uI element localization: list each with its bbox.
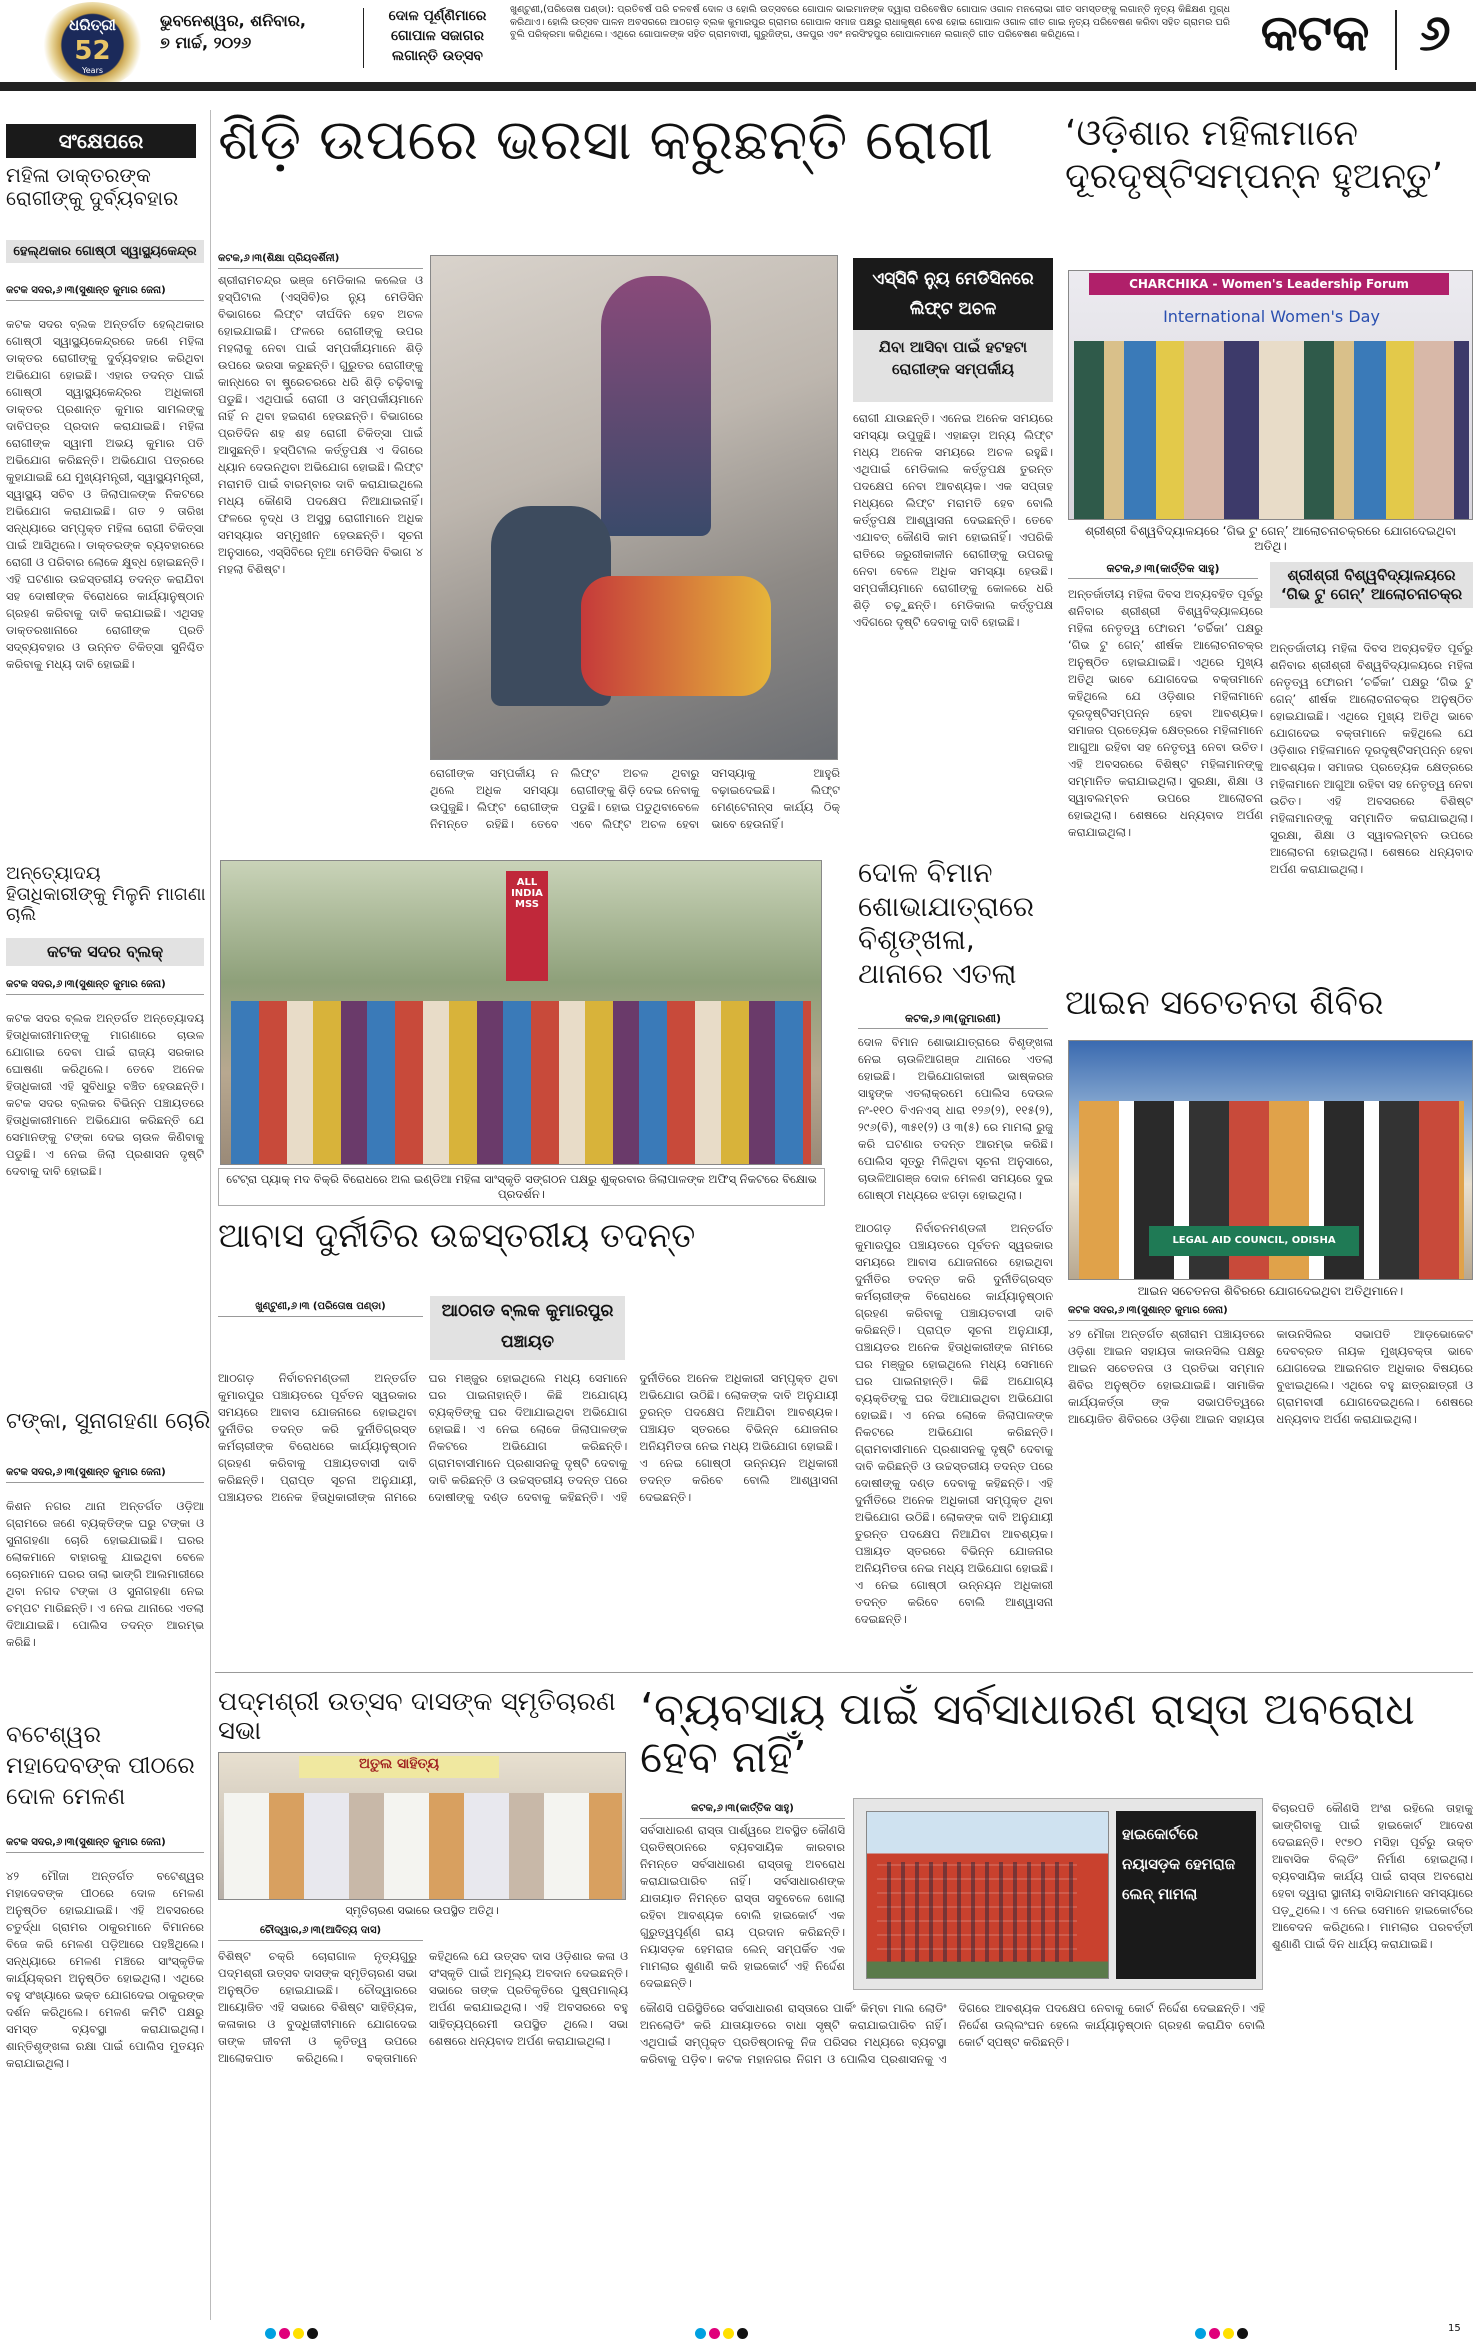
padmashri-caption: ସ୍ମୃତିଚାରଣ ସଭାରେ ଉପସ୍ଥିତ ଅତିଥି। — [345, 1904, 499, 1917]
logo-years-label: Years — [81, 66, 104, 75]
highcourt-box — [853, 1798, 1263, 1990]
photo-people — [224, 1793, 622, 1900]
road-byline: କଟକ,୬।୩(କାର୍ତ୍ତିକ ସାହୁ) — [640, 1802, 845, 1819]
lead-body-3: ରୋଗୀ ଯାଉଛନ୍ତି। ଏନେଇ ଅନେକ ସମୟରେ ସମସ୍ୟା ଉପୁଜୁଛି। ଏହାଛଡ଼ା ଅନ୍ୟ ଲିଫ୍ଟ ମଧ୍ୟ ଅନେକ ସମୟରେ ଅଚଳ ରହୁଛି। ଏଥିପାଇଁ ମେଡିକାଲ କର୍ତ୍ତୃପକ୍ଷ ତୁରନ୍ତ ପଦକ୍ଷେପ ନେବା ଆବଶ୍ୟକ। ଏକ ସପ୍ତାହ ମଧ୍ୟରେ ଲିଫ୍ଟ ମରାମତି ହେବ ବୋଲି କର୍ତ୍ତୃପକ୍ଷ ଆଶ୍ୱାସନା ଦେଇଛନ୍ତି। ତେବେ ଏଯାବତ୍ କୌଣସି କାମ ହୋଇନାହିଁ। ଏପରିକି ରାତିରେ ଜରୁରୀକାଳୀନ ରୋଗୀଙ୍କୁ ଉପରକୁ ନେବା ବେଳେ ଅଧିକ ସମସ୍ୟା ହେଉଛି। ସମ୍ପର୍କୀୟମାନେ ରୋଗୀଙ୍କୁ କୋଳରେ ଧରି ଶିଡ଼ି ଚଢ଼ୁଛନ୍ତି। ମେଡିକାଲ କର୍ତ୍ତୃପକ୍ଷ ଏଦିଗରେ ଦୃଷ୍ଟି ଦେବାକୁ ଦାବି ହୋଇଛି। — [853, 411, 1053, 629]
s1-byline: କଟକ ସଦର,୬।୩(ସୁଶାନ୍ତ କୁମାର ଜେନା) — [6, 284, 204, 301]
section-name: କଟକ — [1260, 4, 1370, 62]
road-body-1: ସର୍ବସାଧାରଣ ରାସ୍ତା ପାର୍ଶ୍ୱରେ ଅବସ୍ଥିତ କୌଣସି ପ୍ରତିଷ୍ଠାନରେ ବ୍ୟବସାୟିକ କାରବାର ନିମନ୍ତେ ସର୍ବସାଧାରଣ ରାସ୍ତାକୁ ଅବରୋଧ କରାଯାଇପାରିବ ନାହିଁ। ସର୍ବସାଧାରଣଙ୍କ ଯାତାୟାତ ନିମନ୍ତେ ରାସ୍ତା ସବୁବେଳେ ଖୋଲା ରହିବା ଆବଶ୍ୟକ ବୋଲି ହାଇକୋର୍ଟ ଏକ ଗୁରୁତ୍ୱପୂର୍ଣ୍ଣ ରାୟ ପ୍ରଦାନ କରିଛନ୍ତି। ନୟାସଡ଼କ ହେମରାଜ ଲେନ୍ ସମ୍ପର୍କିତ ଏକ ମାମଲାର ଶୁଣାଣି କରି ହାଇକୋର୍ଟ ଏହି ନିର୍ଦ୍ଦେଶ ଦେଇଛନ୍ତି। — [640, 1823, 845, 1990]
women-kicker: ଶ୍ରୀଶ୍ରୀ ବିଶ୍ୱବିଦ୍ୟାଳୟରେ ‘ଗିଭ ଟୁ ଗେନ୍’ ଆଲୋଚନାଚକ୍ର — [1270, 562, 1473, 608]
women-headline[interactable]: ‘ଓଡ଼ିଶାର ମହିଳାମାନେ ଦୂରଦୃଷ୍ଟିସମ୍ପନ୍ନ ହୁଅନ୍ତୁ’ — [1065, 113, 1444, 198]
s4-byline: କଟକ ସଦର,୬।୩(ସୁଶାନ୍ତ କୁମାର ଜେନା) — [6, 1836, 204, 1853]
women-body: ଅନ୍ତର୍ଜାତୀୟ ମହିଳା ଦିବସ ଅବ୍ୟବହିତ ପୂର୍ବରୁ ଶନିବାର ଶ୍ରୀଶ୍ରୀ ବିଶ୍ୱବିଦ୍ୟାଳୟରେ ମହିଳା ନେତୃତ୍ୱ ଫୋରମ ‘ଚର୍ଚ୍ଚିକା’ ପକ୍ଷରୁ ‘ଗିଭ ଟୁ ଗେନ୍’ ଶୀର୍ଷକ ଆଲୋଚନାଚକ୍ର ଅନୁଷ୍ଠିତ ହୋଇଯାଇଛି। ଏଥିରେ ମୁଖ୍ୟ ଅତିଥି ଭାବେ ଯୋଗଦେଇ ବକ୍ତାମାନେ କହିଥିଲେ ଯେ ଓଡ଼ିଶାର ମହିଳାମାନେ ଦୂରଦୃଷ୍ଟିସମ୍ପନ୍ନ ହେବା ଆବଶ୍ୟକ। ସମାଜର ପ୍ରତ୍ୟେକ କ୍ଷେତ୍ରରେ ମହିଳାମାନେ ଆଗୁଆ ରହିବା ସହ ନେତୃତ୍ୱ ନେବା ଉଚିତ। ଏହି ଅବସରରେ ବିଶିଷ୍ଟ ମହିଳାମାନଙ୍କୁ ସମ୍ମାନିତ କରାଯାଇଥିଲା। ସୁରକ୍ଷା, ଶିକ୍ଷା ଓ ସ୍ୱାବଲମ୍ବନ ଉପରେ ଆଲୋଚନା ହୋଇଥିଲା। ଶେଷରେ ଧନ୍ୟବାଦ ଅର୍ପଣ କରାଯାଇଥିଲା। — [1068, 587, 1263, 839]
padmashri-byline: ଚୌଦ୍ୱାର,୬।୩(ଆଦିତ୍ୟ ଦାସ) — [218, 1924, 423, 1941]
abas-body: ଆଠଗଡ଼ ନିର୍ବାଚନମଣ୍ଡଳୀ ଅନ୍ତର୍ଗତ କୁମାରପୁର ପଞ୍ଚାୟତରେ ପୂର୍ବତନ ସ୍ୱରକାର ସମୟରେ ଆବାସ ଯୋଜନାରେ ହୋଇଥିବା ଦୁର୍ନୀତିର ତଦନ୍ତ କରି ଦୁର୍ନୀତିଗ୍ରସ୍ତ କର୍ମଚାରୀଙ୍କ ବିରୋଧରେ କାର୍ଯ୍ୟାନୁଷ୍ଠାନ ଗ୍ରହଣ କରିବାକୁ ପଞ୍ଚାୟତବାସୀ ଦାବି କରିଛନ୍ତି। ପ୍ରାପ୍ତ ସୂଚନା ଅନୁଯାୟୀ, ପଞ୍ଚାୟତର ଅନେକ ହିତାଧିକାରୀଙ୍କ ନାମରେ ଘର ମଞ୍ଜୁର ହୋଇଥିଲେ ମଧ୍ୟ ସେମାନେ ଘର ପାଇନାହାନ୍ତି। କିଛି ଅଯୋଗ୍ୟ ବ୍ୟକ୍ତିଙ୍କୁ ଘର ଦିଆଯାଇଥିବା ଅଭିଯୋଗ ହୋଇଛି। ଏ ନେଇ ଲୋକେ ଜିଲାପାଳଙ୍କ ନିକଟରେ ଅଭିଯୋଗ କରିଛନ୍ତି। ଗ୍ରାମବାସୀମାନେ ପ୍ରଶାସନକୁ ଦୃଷ୍ଟି ଦେବାକୁ ଦାବି କରିଛନ୍ତି ଓ ଉଚ୍ଚସ୍ତରୀୟ ତଦନ୍ତ ପରେ ଦୋଷୀଙ୍କୁ ଦଣ୍ଡ ଦେବାକୁ କହିଛନ୍ତି। ଏହି ଦୁର୍ନୀତିରେ ଅନେକ ଅଧିକାରୀ ସମ୍ପୃକ୍ତ ଥିବା ଅଭିଯୋଗ ଉଠିଛି। ଲୋକଙ୍କ ଦାବି ଅନୁଯାୟୀ ତୁରନ୍ତ ପଦକ୍ଷେପ ନିଆଯିବା ଆବଶ୍ୟକ। ପଞ୍ଚାୟତ ସ୍ତରରେ ବିଭିନ୍ନ ଯୋଜନାର ଅନିୟମିତତା ନେଇ ମଧ୍ୟ ଅଭିଯୋଗ ହୋଇଛି। ଏ ନେଇ ଗୋଷ୍ଠୀ ଉନ୍ନୟନ ଅଧିକାରୀ ତଦନ୍ତ କରିବେ ବୋଲି ଆଶ୍ୱାସନା ଦେଇଛନ୍ତି। — [218, 1371, 838, 1504]
lead-byline: କଟକ,୬।୩(ଶିକ୍ଷା ପ୍ରିୟଦର୍ଶିନୀ) — [218, 252, 423, 269]
women-byline: କଟକ,୬।୩(କାର୍ତ୍ତିକ ସାହୁ) — [1068, 562, 1258, 579]
mss-banner: ALL INDIA MSS — [506, 871, 548, 981]
page-number: ୬ — [1419, 4, 1451, 62]
photo-people — [1074, 341, 1469, 520]
divider — [363, 8, 364, 68]
lead-kicker-2: ଯିବା ଆସିବା ପାଇଁ ହଟହଟା ରୋଗୀଙ୍କ ସମ୍ପର୍କୀୟ — [853, 330, 1053, 402]
women-photo-banner: CHARCHIKA - Women's Leadership Forum — [1089, 273, 1449, 295]
abas-kicker: ଆଠଗଡ ବ୍ଲକ କୁମାରପୁର ପଞ୍ଚାୟତ — [430, 1296, 625, 1360]
teaser-body: ଖୁଣ୍ଟୁଣୀ,(ପରିତୋଷ ପଣ୍ଡା): ପ୍ରତିବର୍ଷ ପରି ଚଳବର୍ଷ ଦୋଳ ଓ ହୋଲି ଉତ୍ସବରେ ଗୋପାଳ ଭାଇମାନଙ୍କ ଦ୍ୱାରା ପରିବେଷିତ ଗୋପାଳ ଓଗାଳ ମନଲୋଭା ଗୀତ ସମସ୍ତଙ୍କୁ ଲଗାନ୍ତି ନୃତ୍ୟ କିଛିକ୍ଷଣ ମୁଗ୍ଧ କରିଥାଏ। ହୋଲି ଉତ୍ସବ ପାଳନ ଅବସରରେ ଆଠଗଡ଼ ବ୍ଲକ କୁମାରପୁର ଗ୍ରାମର ଗୋପାଳ ସମାଜ ପକ୍ଷରୁ ରାଧାକୃଷ୍ଣ ବେଶ ହୋଇ ଗୋପାଳ ଓଗାଳ ଗୀତ ଗାଇ ନୃତ୍ୟ ପରିବେଷଣ କରିବା ସହିତ ଗ୍ରାମର ଘରି ବୁଲି ପରିକ୍ରମା କରିଥିଲେ। ଏଥିରେ ଗୋପାଳଙ୍କ ସହିତ ଗ୍ରାମବାସୀ, ଗୁରୁଜିଙ୍ଗ, ଓଳପୁର ଏବଂ ନରସିଂହପୁର ଗୋପାଳମାନେ ଲଗାନ୍ତି ଗୀତ ପରିବେଷଣ କରିଥିଲେ। — [510, 4, 1230, 40]
road-body-3: ବିଚାରପତି କୌଣସି ଅଂଶ ରହିଲେ ତାହାକୁ ଭାଙ୍ଗିବାକୁ ପାଇଁ ହାଇକୋର୍ଟ ଆଦେଶ ଦେଇଛନ୍ତି। ୧୯୭୦ ମସିହା ପୂର୍ବରୁ ଉକ୍ତ ଆବାସିକ ବିଲ୍ଡିଂ ନିର୍ମାଣ ହୋଇଥିଲା। ବ୍ୟବସାୟିକ କାର୍ଯ୍ୟ ପାଇଁ ରାସ୍ତା ଅବରୋଧ ହେବା ଦ୍ୱାରା ସ୍ଥାନୀୟ ବାସିନ୍ଦାମାନେ ସମସ୍ୟାରେ ପଡ଼ୁଥିଲେ। ଏ ନେଇ ସେମାନେ ହାଇକୋର୍ଟରେ ଆବେଦନ କରିଥିଲେ। ମାମଲାର ପରବର୍ତ୍ତୀ ଶୁଣାଣି ପାଇଁ ଦିନ ଧାର୍ଯ୍ୟ କରାଯାଇଛି। — [1272, 1801, 1473, 1951]
s3-headline[interactable]: ଟଙ୍କା, ସୁନାଗହଣା ଚୋରି — [6, 1409, 211, 1434]
legal-headline[interactable]: ଆଇନ ସଚେତନତା ଶିବିର — [1065, 983, 1384, 1023]
legal-photo — [1068, 1040, 1473, 1280]
highcourt-photo — [866, 1811, 1109, 1979]
legal-caption: ଆଇନ ସଚେତନତା ଶିବିରରେ ଯୋଗଦେଇଥିବା ଅତିଥିମାନେ। — [1137, 1284, 1404, 1298]
column-divider — [210, 110, 211, 2320]
s3-body: କିଶନ ନଗର ଥାନା ଅନ୍ତର୍ଗତ ଓଡ଼ିଆ ଗ୍ରାମରେ ଜଣେ ବ୍ୟକ୍ତିଙ୍କ ଘରୁ ଟଙ୍କା ଓ ସୁନାଗହଣା ଚୋରି ହୋଇଯାଇଛି। ଘରର ଲୋକମାନେ ବାହାରକୁ ଯାଇଥିବା ବେଳେ ଚୋରମାନେ ଘରର ତାଲା ଭାଙ୍ଗି ଆଲମାରୀରେ ଥିବା ନଗଦ ଟଙ୍କା ଓ ସୁନାଗହଣା ନେଇ ଚମ୍ପଟ ମାରିଛନ୍ତି। ଏ ନେଇ ଥାନାରେ ଏତଲା ଦିଆଯାଇଛି। ପୋଲିସ ତଦନ୍ତ ଆରମ୍ଭ କରିଛି। — [6, 1499, 204, 1649]
logo-years: 52 — [74, 36, 111, 66]
padmashri-headline[interactable]: ପଦ୍ମଶ୍ରୀ ଉତ୍ସବ ଦାସଙ୍କ ସ୍ମୃତିଚାରଣ ସଭା — [218, 1687, 616, 1746]
masthead — [0, 0, 1476, 92]
registration-marks — [1195, 2324, 1251, 2343]
legal-byline: କଟକ ସଦର,୬।୩(ସୁଶାନ୍ତ କୁମାର ଜେନା) — [1068, 1304, 1473, 1321]
mss-caption: ଟେଟ୍ରା ପ୍ୟାକ୍ ମଦ ବିକ୍ରି ବିରୋଧରେ ଅଲ ଇଣ୍ଡିଆ ମହିଳା ସାଂସ୍କୃତି ସଙ୍ଗଠନ ପକ୍ଷରୁ ଶୁକ୍ରବାର ଜିଲାପାଳଙ୍କ ଅଫିସ୍ ନିକଟରେ ବିକ୍ଷୋଭ ପ୍ରଦର୍ଶନ। — [218, 1168, 825, 1206]
s1-kicker: ହେଲ୍‌ଥକାର ଗୋଷ୍ଠୀ ସ୍ୱାସ୍ଥ୍ୟକେନ୍ଦ୍ର — [6, 240, 204, 263]
women-photo-backdrop: International Women's Day — [1163, 307, 1380, 326]
s2-byline: କଟକ ସଦର,୬।୩(ସୁଶାନ୍ତ କୁମାର ଜେନା) — [6, 978, 204, 995]
abas-headline[interactable]: ଆବାସ ଦୁର୍ନୀତିର ଉଚ୍ଚସ୍ତରୀୟ ତଦନ୍ତ — [218, 1216, 696, 1256]
building-windows — [877, 1862, 1077, 1962]
lead-headline[interactable]: ଶିଡ଼ି ଉପରେ ଭରସା କରୁଛନ୍ତି ରୋଗୀ — [218, 108, 993, 173]
s2-kicker: କଟକ ସଦର ବ୍ଲକ୍ — [6, 938, 204, 966]
legal-body: ୪୨ ମୌଜା ଅନ୍ତର୍ଗତ ଶ୍ରୀରାମ ପଞ୍ଚାୟତରେ ଓଡ଼ିଶା ଆଇନ ସହାୟତା କାଉନସିଲ ପକ୍ଷରୁ ଆଇନ ସଚେତନତା ଓ ପ୍ରତିଭା ସମ୍ମାନ ଶିବିର ଅନୁଷ୍ଠିତ ହୋଇଯାଇଛି। ସାମାଜିକ କାର୍ଯ୍ୟକର୍ତ୍ତା ଙ୍କ ସଭାପତିତ୍ୱରେ ଆୟୋଜିତ ଶିବିରରେ ଓଡ଼ିଶା ଆଇନ ସହାୟତା କାଉନସିଲର ସଭାପତି ଆଡ଼ଭୋକେଟ ଦେବବ୍ରତ ନାୟକ ମୁଖ୍ୟବକ୍ତା ଭାବେ ଯୋଗଦେଇ ଆଇନଗତ ଅଧିକାର ବିଷୟରେ ବୁଝାଇଥିଲେ। ଏଥିରେ ବହୁ ଛାତ୍ରଛାତ୍ରୀ ଓ ଗ୍ରାମବାସୀ ଯୋଗଦେଇଥିଲେ। ଶେଷରେ ଧନ୍ୟବାଦ ଅର୍ପଣ କରାଯାଇଥିଲା। — [1068, 1327, 1473, 1426]
masthead-rule — [0, 82, 1476, 91]
s4-body: ୪୨ ମୌଜା ଅନ୍ତର୍ଗତ ବଟେଶ୍ୱର ମହାଦେବଙ୍କ ପୀଠରେ ଦୋଳ ମେଳଣ ଅନୁଷ୍ଠିତ ହୋଇଯାଇଛି। ଏହି ଅବସରରେ ଚତୁର୍ଦ୍ଧା ଗ୍ରାମର ଠାକୁରମାନେ ବିମାନରେ ବିଜେ କରି ମେଳଣ ପଡ଼ିଆରେ ପହଞ୍ଚିଥିଲେ। ସନ୍ଧ୍ୟାରେ ମେଳଣ ମଞ୍ଚରେ ସାଂସ୍କୃତିକ କାର୍ଯ୍ୟକ୍ରମ ଅନୁଷ୍ଠିତ ହୋଇଥିଲା। ଏଥିରେ ବହୁ ସଂଖ୍ୟାରେ ଭକ୍ତ ଯୋଗଦେଇ ଠାକୁରଙ୍କ ଦର୍ଶନ କରିଥିଲେ। ମେଳଣ କମିଟି ପକ୍ଷରୁ ସମସ୍ତ ବ୍ୟବସ୍ଥା କରାଯାଇଥିଲା। ଶାନ୍ତିଶୃଙ୍ଖଳା ରକ୍ଷା ପାଇଁ ପୋଲିସ ମୁତୟନ କରାଯାଇଥିଲା। — [6, 1869, 204, 2070]
lead-body-1: ଶ୍ରୀରାମଚନ୍ଦ୍ର ଭଞ୍ଜ ମେଡିକାଲ କଲେଜ ଓ ହସ୍ପିଟାଲ (ଏସ୍‌ସିବି)ର ନ୍ୟୁ ମେଡିସିନ ବିଭାଗରେ ଲିଫ୍ଟ ଦୀର୍ଘଦିନ ହେବ ଅଚଳ ହୋଇଯାଇଛି। ଫଳରେ ରୋଗୀଙ୍କୁ ଉପର ମହଲାକୁ ନେବା ପାଇଁ ସମ୍ପର୍କୀୟମାନେ ଶିଡ଼ି ଉପରେ ଭରସା କରୁଛନ୍ତି। ଗୁରୁତର ରୋଗୀଙ୍କୁ କାନ୍ଧରେ ବା ଷ୍ଟ୍ରେଚରରେ ଧରି ଶିଡ଼ି ଚଢ଼ିବାକୁ ପଡୁଛି। ଏଥିପାଇଁ ରୋଗୀ ଓ ସମ୍ପର୍କୀୟମାନେ ନାହିଁ ନ ଥିବା ହଇରାଣ ହେଉଛନ୍ତି। ବିଭାଗରେ ପ୍ରତିଦିନ ଶହ ଶହ ରୋଗୀ ଚିକିତ୍ସା ପାଇଁ ଆସୁଛନ୍ତି। ହସ୍ପିଟାଲ କର୍ତ୍ତୃପକ୍ଷ ଏ ଦିଗରେ ଧ୍ୟାନ ଦେଉନଥିବା ଅଭିଯୋଗ ହୋଇଛି। ଲିଫ୍ଟ ମରାମତି ପାଇଁ ବାରମ୍ବାର ଦାବି କରାଯାଇଥିଲେ ମଧ୍ୟ କୌଣସି ପଦକ୍ଷେପ ନିଆଯାଇନାହିଁ। ଫଳରେ ବୃଦ୍ଧ ଓ ଅସୁସ୍ଥ ରୋଗୀମାନେ ଅଧିକ ସମସ୍ୟାର ସମ୍ମୁଖୀନ ହେଉଛନ୍ତି। ସୂଚନା ଅନୁସାରେ, ଏସ୍‌ସିବିରେ ନୂଆ ମେଡିସିନ ବିଭାଗ ୪ ମହଲା ବିଶିଷ୍ଟ। — [218, 273, 423, 576]
s4-headline[interactable]: ବଟେଶ୍ୱର ମହାଦେବଙ୍କ ପୀଠରେ ଦୋଳ ମେଳଣ — [6, 1722, 195, 1811]
photo-figure — [601, 276, 711, 536]
section-rule — [215, 1672, 1473, 1673]
photo-people — [231, 1001, 811, 1165]
s3-byline: କଟକ ସଦର,୬।୩(ସୁଶାନ୍ତ କୁମାର ଜେନା) — [6, 1466, 204, 1483]
photo-figure — [581, 576, 771, 696]
logo-text: ଧରିତ୍ରୀ — [69, 16, 116, 34]
registration-marks — [695, 2324, 751, 2343]
dol-headline[interactable]: ଦୋଳ ବିମାନ ଶୋଭାଯାତ୍ରାରେ ବିଶୃଙ୍ଖଳା, ଥାନାରେ ଏତଲା — [858, 856, 1035, 990]
lead-body-2: ରୋଗୀଙ୍କ ସମ୍ପର୍କୀୟ ନ ଥିଲେ ଅଧିକ ସମସ୍ୟା ଉପୁଜୁଛି। ଲିଫ୍ଟ ରୋଗୀଙ୍କ ନିମନ୍ତେ ରହିଛି। ତେବେ ଲିଫ୍ଟ ଅଚଳ ଥିବାରୁ ରୋଗୀଙ୍କୁ ଶିଡ଼ି ଦେଇ ନେବାକୁ ପଡୁଛି। ହୋଇ ପଡୁଥିବାବେଳେ ଏବେ ଲିଫ୍ଟ ଅଚଳ ହେବା ସମସ୍ୟାକୁ ଆହୁରି ବଢ଼ାଇଦେଇଛି। ଲିଫ୍ଟ ମେଣ୍ଟେନାନ୍ସ କାର୍ଯ୍ୟ ଠିକ୍ ଭାବେ ହେଉନାହିଁ। — [430, 766, 840, 831]
s2-headline[interactable]: ଅନ୍ତ୍ୟୋଦୟ ହିତାଧିକାରୀଙ୍କୁ ମିଳୁନି ମାଗଣା ଚାଲି — [6, 863, 206, 926]
abas-byline: ଖୁଣ୍ଟୁଣୀ,୬।୩ (ପରିତୋଷ ପଣ୍ଡା) — [218, 1300, 423, 1317]
registration-marks — [265, 2324, 321, 2343]
women-body-cont: ଅନ୍ତର୍ଜାତୀୟ ମହିଳା ଦିବସ ଅବ୍ୟବହିତ ପୂର୍ବରୁ ଶନିବାର ଶ୍ରୀଶ୍ରୀ ବିଶ୍ୱବିଦ୍ୟାଳୟରେ ମହିଳା ନେତୃତ୍ୱ ଫୋରମ ‘ଚର୍ଚ୍ଚିକା’ ପକ୍ଷରୁ ‘ଗିଭ ଟୁ ଗେନ୍’ ଶୀର୍ଷକ ଆଲୋଚନାଚକ୍ର ଅନୁଷ୍ଠିତ ହୋଇଯାଇଛି। ଏଥିରେ ମୁଖ୍ୟ ଅତିଥି ଭାବେ ଯୋଗଦେଇ ବକ୍ତାମାନେ କହିଥିଲେ ଯେ ଓଡ଼ିଶାର ମହିଳାମାନେ ଦୂରଦୃଷ୍ଟିସମ୍ପନ୍ନ ହେବା ଆବଶ୍ୟକ। ସମାଜର ପ୍ରତ୍ୟେକ କ୍ଷେତ୍ରରେ ମହିଳାମାନେ ଆଗୁଆ ରହିବା ସହ ନେତୃତ୍ୱ ନେବା ଉଚିତ। ଏହି ଅବସରରେ ବିଶିଷ୍ଟ ମହିଳାମାନଙ୍କୁ ସମ୍ମାନିତ କରାଯାଇଥିଲା। ସୁରକ୍ଷା, ଶିକ୍ଷା ଓ ସ୍ୱାବଲମ୍ବନ ଉପରେ ଆଲୋଚନା ହୋଇଥିଲା। ଶେଷରେ ଧନ୍ୟବାଦ ଅର୍ପଣ କରାଯାଇଥିଲା। — [1270, 641, 1473, 876]
footer — [0, 2322, 1476, 2339]
legal-photo-banner: LEGAL AID COUNCIL, ODISHA — [1149, 1226, 1359, 1256]
lead-kicker-1: ଏସ୍‌ସିବି ନ୍ୟୁ ମେଡିସିନରେ ଲିଫ୍ଟ ଅଚଳ — [853, 258, 1053, 330]
dateline-place: ଭୁବନେଶ୍ୱର, ଶନିବାର, — [160, 11, 306, 30]
padmashri-photo-banner: ଅତୁଲ ସାହିତ୍ୟ — [299, 1756, 499, 1778]
women-caption: ଶ୍ରୀଶ୍ରୀ ବିଶ୍ୱବିଦ୍ୟାଳୟରେ ‘ଗିଭ ଟୁ ଗେନ୍’ ଆଲୋଚନାଚକ୍ରରେ ଯୋଗଦେଇଥିବା ଅତିଥି। — [1084, 524, 1457, 553]
padmashri-photo — [218, 1752, 626, 1900]
mss-protest-photo — [220, 860, 822, 1165]
page-marker: 15 — [1448, 2323, 1461, 2334]
padmashri-body: ବିଶିଷ୍ଟ ଚକ୍ରି ଚୋରାଗାଳ ନୃତ୍ୟଗୁରୁ ପଦ୍ମଶ୍ରୀ ଉତ୍ସବ ଦାସଙ୍କ ସ୍ମୃତିଚାରଣ ସଭା ଅନୁଷ୍ଠିତ ହୋଇଯାଇଛି। ଚୌଦ୍ୱାରରେ ଆୟୋଜିତ ଏହି ସଭାରେ ବିଶିଷ୍ଟ ସାହିତ୍ୟିକ, କଳାକାର ଓ ବୁଦ୍ଧିଜୀବୀମାନେ ଯୋଗଦେଇ ତାଙ୍କ ଜୀବନୀ ଓ କୃତିତ୍ୱ ଉପରେ ଆଲୋକପାତ କରିଥିଲେ। ବକ୍ତାମାନେ କହିଥିଲେ ଯେ ଉତ୍ସବ ଦାସ ଓଡ଼ିଶାର କଳା ଓ ସଂସ୍କୃତି ପାଇଁ ଅମୂଲ୍ୟ ଅବଦାନ ଦେଇଛନ୍ତି। ସଭାରେ ତାଙ୍କ ପ୍ରତିକୃତିରେ ପୁଷ୍ପମାଲ୍ୟ ଅର୍ପଣ କରାଯାଇଥିଲା। ଏହି ଅବସରରେ ବହୁ ସାହିତ୍ୟପ୍ରେମୀ ଉପସ୍ଥିତ ଥିଲେ। ସଭା ଶେଷରେ ଧନ୍ୟବାଦ ଅର୍ପଣ କରାଯାଇଥିଲା। — [218, 1949, 628, 2065]
road-headline[interactable]: ‘ବ୍ୟବସାୟ ପାଇଁ ସର୍ବସାଧାରଣ ରାସ୍ତା ଅବରୋଧ ହେବ ନାହିଁ’ — [640, 1684, 1415, 1784]
teaser-headline: ଦୋଳ ପୂର୍ଣ୍ଣିମାରେ ଗୋପାଳ ସଜାଗର ଲଗାନ୍ତି ଉତ୍ସବ — [388, 8, 487, 64]
s1-body: କଟକ ସଦର ବ୍ଲକ ଅନ୍ତର୍ଗତ ହେଲ୍‌ଥକାର ଗୋଷ୍ଠୀ ସ୍ୱାସ୍ଥ୍ୟକେନ୍ଦ୍ରରେ ଜଣେ ମହିଳା ଡାକ୍ତର ରୋଗୀଙ୍କୁ ଦୁର୍ବ୍ୟବହାର କରିଥିବା ଅଭିଯୋଗ ହୋଇଛି। ଏହାର ତଦନ୍ତ ପାଇଁ ଗୋଷ୍ଠୀ ସ୍ୱାସ୍ଥ୍ୟକେନ୍ଦ୍ରର ଅଧିକାରୀ ଡାକ୍ତର ପ୍ରଶାନ୍ତ କୁମାର ସାମଲଙ୍କୁ ଦାବିପତ୍ର ପ୍ରଦାନ କରାଯାଇଛି। ମହିଳା ରୋଗୀଙ୍କ ସ୍ୱାମୀ ଅଭୟ କୁମାର ପତି ଅଭିଯୋଗ କରିଛନ୍ତି। ଅଭିଯୋଗ ପତ୍ରରେ କୁହାଯାଇଛି ଯେ ମୁଖ୍ୟମନ୍ତ୍ରୀ, ସ୍ୱାସ୍ଥ୍ୟମନ୍ତ୍ରୀ, ସ୍ୱାସ୍ଥ୍ୟ ସଚିବ ଓ ଜିଲାପାଳଙ୍କ ନିକଟରେ ଅଭିଯୋଗ କରାଯାଇଛି। ଗତ ୨ ତାରିଖ ସନ୍ଧ୍ୟାରେ ସମ୍ପୃକ୍ତ ମହିଳା ରୋଗୀ ଚିକିତ୍ସା ପାଇଁ ଆସିଥିଲେ। ଡାକ୍ତରଙ୍କ ବ୍ୟବହାରରେ ରୋଗୀ ଓ ପରିବାର ଲୋକେ କ୍ଷୁବ୍ଧ ହୋଇଛନ୍ତି। ଏହି ଘଟଣାର ଉଚ୍ଚସ୍ତରୀୟ ତଦନ୍ତ କରାଯିବା ସହ ଦୋଷୀଙ୍କ ବିରୋଧରେ କାର୍ଯ୍ୟାନୁଷ୍ଠାନ ଗ୍ରହଣ କରିବାକୁ ଦାବି କରାଯାଇଛି। ଏଥିସହ ଡାକ୍ତରଖାନାରେ ରୋଗୀଙ୍କ ପ୍ରତି ସଦ୍‌ବ୍ୟବହାର ଓ ଉନ୍ନତ ଚିକିତ୍ସା ସୁନିଶ୍ଚିତ କରିବାକୁ ମଧ୍ୟ ଦାବି ହୋଇଛି। — [6, 317, 204, 671]
dateline-date: ୭ ମାର୍ଚ୍ଚ, ୨୦୨୬ — [160, 33, 252, 52]
road-kicker: ହାଇକୋର୍ଟରେ ନୟାସଡ଼କ ହେମରାଜ ଲେନ୍ ମାମଲା — [1116, 1811, 1256, 1979]
s1-headline[interactable]: ମହିଳା ଡାକ୍ତରଙ୍କ ରୋଗୀଙ୍କୁ ଦୁର୍ବ୍ୟବହାର — [6, 163, 179, 210]
dol-body: ଦୋଳ ବିମାନ ଶୋଭାଯାତ୍ରାରେ ବିଶୃଙ୍ଖଳା ନେଇ ଚାଉଳିଆଗଞ୍ଜ ଥାନାରେ ଏତଲା ହୋଇଛି। ଅଭିଯୋଗକାରୀ ଭାଷ୍କରଜ ସାହୁଙ୍କ ଏତଲାକ୍ରମେ ପୋଲିସ ଦେଉଳ ନଂ-୧୧୦ ବିଏନଏସ୍ ଧାରା ୧୨୬(୨), ୧୧୫(୨), ୨୯୬(ବି), ୩୫୧(୨) ଓ ୩(୫) ରେ ମାମଲା ରୁଜୁ କରି ଘଟଣାର ତଦନ୍ତ ଆରମ୍ଭ କରିଛି। ପୋଲିସ ସୂତ୍ରୁ ମିଳିଥିବା ସୂଚନା ଅନୁସାରେ, ଚାଉଳିଆଗଞ୍ଜ ଦୋଳ ମେଳଣ ସମୟରେ ଦୁଇ ଗୋଷ୍ଠୀ ମଧ୍ୟରେ ଝଗଡ଼ା ହୋଇଥିଲା। — [858, 1035, 1053, 1202]
dol-byline: କଟକ,୬।୩(ଜୁମାରଣୀ) — [858, 1012, 1048, 1029]
dateline — [160, 10, 360, 54]
lead-photo-stairs — [430, 255, 838, 760]
women-photo — [1068, 270, 1473, 520]
logo — [40, 2, 145, 88]
s2-body: କଟକ ସଦର ବ୍ଲକ ଅନ୍ତର୍ଗତ ଅନ୍ତ୍ୟୋଦୟ ହିତାଧିକାରୀମାନଙ୍କୁ ମାଗଣାରେ ଚାଉଳ ଯୋଗାଇ ଦେବା ପାଇଁ ରାଜ୍ୟ ସରକାର ଘୋଷଣା କରିଥିଲେ। ତେବେ ଅନେକ ହିତାଧିକାରୀ ଏହି ସୁବିଧାରୁ ବଞ୍ଚିତ ହେଉଛନ୍ତି। କଟକ ସଦର ବ୍ଲକର ବିଭିନ୍ନ ପଞ୍ଚାୟତରେ ହିତାଧିକାରୀମାନେ ଅଭିଯୋଗ କରିଛନ୍ତି ଯେ ସେମାନଙ୍କୁ ଟଙ୍କା ଦେଇ ଚାଉଳ କିଣିବାକୁ ପଡୁଛି। ଏ ନେଇ ଜିଲା ପ୍ରଶାସନ ଦୃଷ୍ଟି ଦେବାକୁ ଦାବି ହୋଇଛି। — [6, 1011, 204, 1178]
road-body-2: କୌଣସି ପରିସ୍ଥିତିରେ ସର୍ବସାଧାରଣ ରାସ୍ତାରେ ପାର୍କିଂ କିମ୍ବା ମାଲ ଲୋଡିଂ ଅନଲୋଡିଂ କରି ଯାତାୟାତରେ ବାଧା ସୃଷ୍ଟି କରାଯାଇପାରିବ ନାହିଁ। ଏଥିପାଇଁ ସମ୍ପୃକ୍ତ ପ୍ରତିଷ୍ଠାନକୁ ନିଜ ପରିସର ମଧ୍ୟରେ ବ୍ୟବସ୍ଥା କରିବାକୁ ପଡ଼ିବ। କଟକ ମହାନଗର ନିଗମ ଓ ପୋଲିସ ପ୍ରଶାସନକୁ ଏ ଦିଗରେ ଆବଶ୍ୟକ ପଦକ୍ଷେପ ନେବାକୁ କୋର୍ଟ ନିର୍ଦ୍ଦେଶ ଦେଇଛନ୍ତି। ଏହି ନିର୍ଦ୍ଦେଶ ଉଲ୍ଲଂଘନ ହେଲେ କାର୍ଯ୍ୟାନୁଷ୍ଠାନ ଗ୍ରହଣ କରାଯିବ ବୋଲି କୋର୍ଟ ସ୍ପଷ୍ଟ କରିଛନ୍ତି। — [640, 2001, 1265, 2066]
abas-body-cont: ଆଠଗଡ଼ ନିର୍ବାଚନମଣ୍ଡଳୀ ଅନ୍ତର୍ଗତ କୁମାରପୁର ପଞ୍ଚାୟତରେ ପୂର୍ବତନ ସ୍ୱରକାର ସମୟରେ ଆବାସ ଯୋଜନାରେ ହୋଇଥିବା ଦୁର୍ନୀତିର ତଦନ୍ତ କରି ଦୁର୍ନୀତିଗ୍ରସ୍ତ କର୍ମଚାରୀଙ୍କ ବିରୋଧରେ କାର୍ଯ୍ୟାନୁଷ୍ଠାନ ଗ୍ରହଣ କରିବାକୁ ପଞ୍ଚାୟତବାସୀ ଦାବି କରିଛନ୍ତି। ପ୍ରାପ୍ତ ସୂଚନା ଅନୁଯାୟୀ, ପଞ୍ଚାୟତର ଅନେକ ହିତାଧିକାରୀଙ୍କ ନାମରେ ଘର ମଞ୍ଜୁର ହୋଇଥିଲେ ମଧ୍ୟ ସେମାନେ ଘର ପାଇନାହାନ୍ତି। କିଛି ଅଯୋଗ୍ୟ ବ୍ୟକ୍ତିଙ୍କୁ ଘର ଦିଆଯାଇଥିବା ଅଭିଯୋଗ ହୋଇଛି। ଏ ନେଇ ଲୋକେ ଜିଲାପାଳଙ୍କ ନିକଟରେ ଅଭିଯୋଗ କରିଛନ୍ତି। ଗ୍ରାମବାସୀମାନେ ପ୍ରଶାସନକୁ ଦୃଷ୍ଟି ଦେବାକୁ ଦାବି କରିଛନ୍ତି ଓ ଉଚ୍ଚସ୍ତରୀୟ ତଦନ୍ତ ପରେ ଦୋଷୀଙ୍କୁ ଦଣ୍ଡ ଦେବାକୁ କହିଛନ୍ତି। ଏହି ଦୁର୍ନୀତିରେ ଅନେକ ଅଧିକାରୀ ସମ୍ପୃକ୍ତ ଥିବା ଅଭିଯୋଗ ଉଠିଛି। ଲୋକଙ୍କ ଦାବି ଅନୁଯାୟୀ ତୁରନ୍ତ ପଦକ୍ଷେପ ନିଆଯିବା ଆବଶ୍ୟକ। ପଞ୍ଚାୟତ ସ୍ତରରେ ବିଭିନ୍ନ ଯୋଜନାର ଅନିୟମିତତା ନେଇ ମଧ୍ୟ ଅଭିଯୋଗ ହୋଇଛି। ଏ ନେଇ ଗୋଷ୍ଠୀ ଉନ୍ନୟନ ଅଧିକାରୀ ତଦନ୍ତ କରିବେ ବୋଲି ଆଶ୍ୱାସନା ଦେଇଛନ୍ତି। — [855, 1221, 1053, 1626]
divider — [1395, 10, 1397, 70]
brief-label: ସଂକ୍ଷେପରେ — [6, 124, 196, 158]
